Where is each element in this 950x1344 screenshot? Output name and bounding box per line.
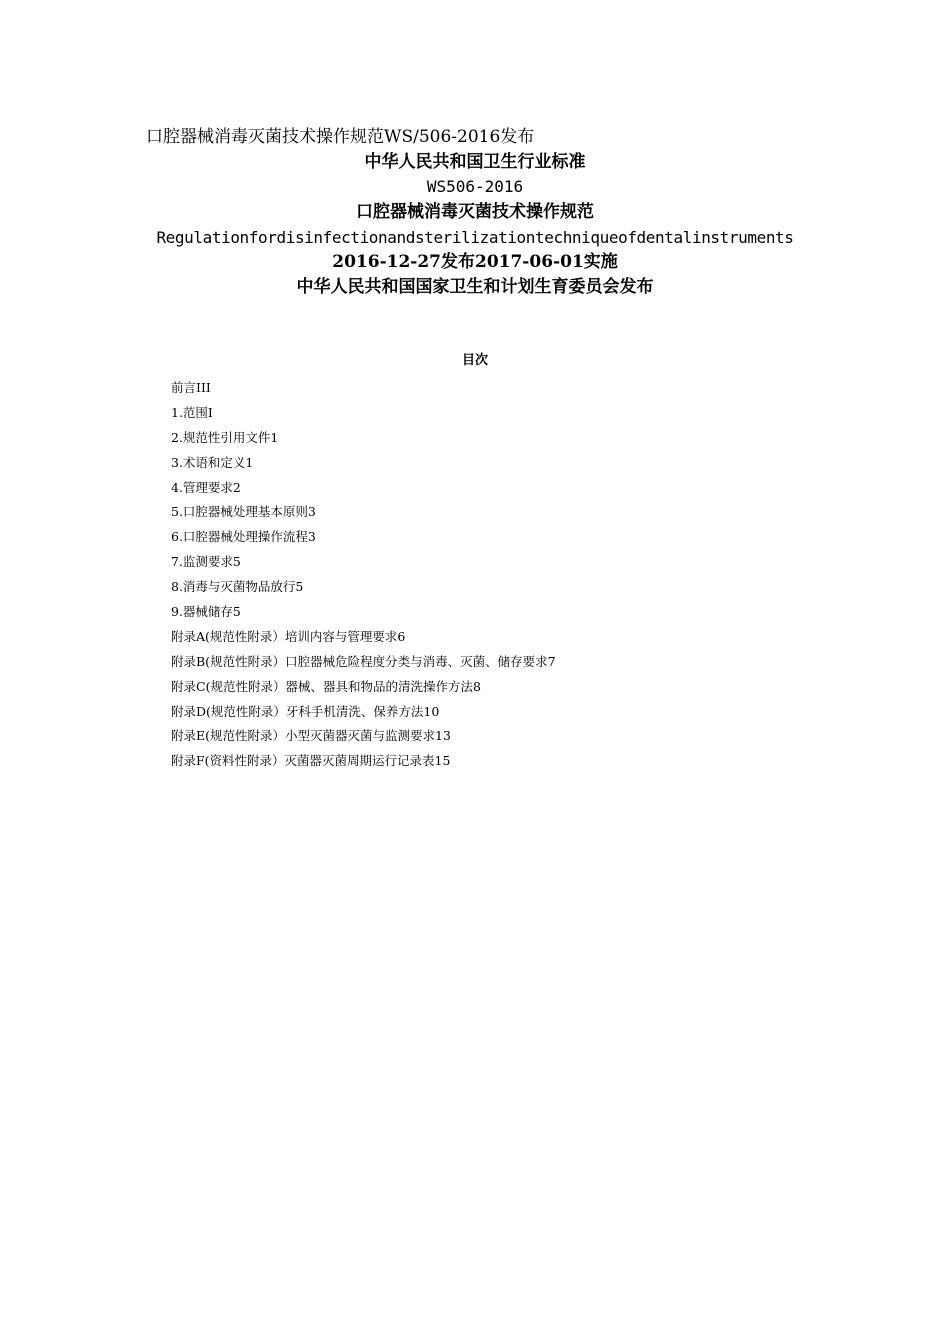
toc-item-normative-references[interactable]: 2.规范性引用文件1 <box>171 429 279 445</box>
toc-item-operation-process[interactable]: 6.口腔器械处理操作流程3 <box>171 529 316 545</box>
toc-item-appendix-f[interactable]: 附录F(资料性附录）灭菌器灭菌周期运行记录表15 <box>171 753 451 769</box>
toc-item-scope[interactable]: 1.范围I <box>171 404 213 420</box>
toc-list <box>171 376 556 774</box>
toc-item-terms-definitions[interactable]: 3.术语和定义1 <box>171 454 254 470</box>
toc-item-appendix-d[interactable]: 附录D(规范性附录）牙科手机清洗、保养方法10 <box>171 703 440 719</box>
toc-item-management-requirements[interactable]: 4.管理要求2 <box>171 479 241 495</box>
toc-heading: 目次 <box>461 353 488 368</box>
toc-item-appendix-c[interactable]: 附录C(规范性附录）器械、器具和物品的清洗操作方法8 <box>171 678 481 694</box>
standard-name-cn: 口腔器械消毒灭菌技术操作规范 <box>356 202 594 222</box>
standard-issuer: 中华人民共和国国家卫生和计划生育委员会发布 <box>296 277 654 297</box>
toc-item-basic-principles[interactable]: 5.口腔器械处理基本原则3 <box>171 504 316 520</box>
standard-organization: 中华人民共和国卫生行业标准 <box>364 152 586 172</box>
toc-item-appendix-a[interactable]: 附录A(规范性附录）培训内容与管理要求6 <box>171 628 406 644</box>
standard-name-en: Regulationfordisinfectionandsterilizationtechniqueofdentalinstruments <box>156 228 794 247</box>
toc-item-preface[interactable]: 前言III <box>171 380 211 395</box>
toc-item-storage[interactable]: 9.器械储存5 <box>171 604 241 620</box>
toc-item-appendix-e[interactable]: 附录E(规范性附录）小型灭菌器灭菌与监测要求13 <box>171 728 451 744</box>
toc-item-monitoring-requirements[interactable]: 7.监测要求5 <box>171 554 241 570</box>
toc-item-appendix-b[interactable]: 附录B(规范性附录）口腔器械危险程度分类与消毒、灭菌、储存要求7 <box>171 653 556 669</box>
toc-item-release[interactable]: 8.消毒与灭菌物品放行5 <box>171 579 304 595</box>
standard-dates: 2016-12-27发布2017-06-01实施 <box>332 252 618 272</box>
document-title: 口腔器械消毒灭菌技术操作规范WS/506-2016发布 <box>146 127 535 147</box>
standard-code: WS506-2016 <box>426 177 524 196</box>
